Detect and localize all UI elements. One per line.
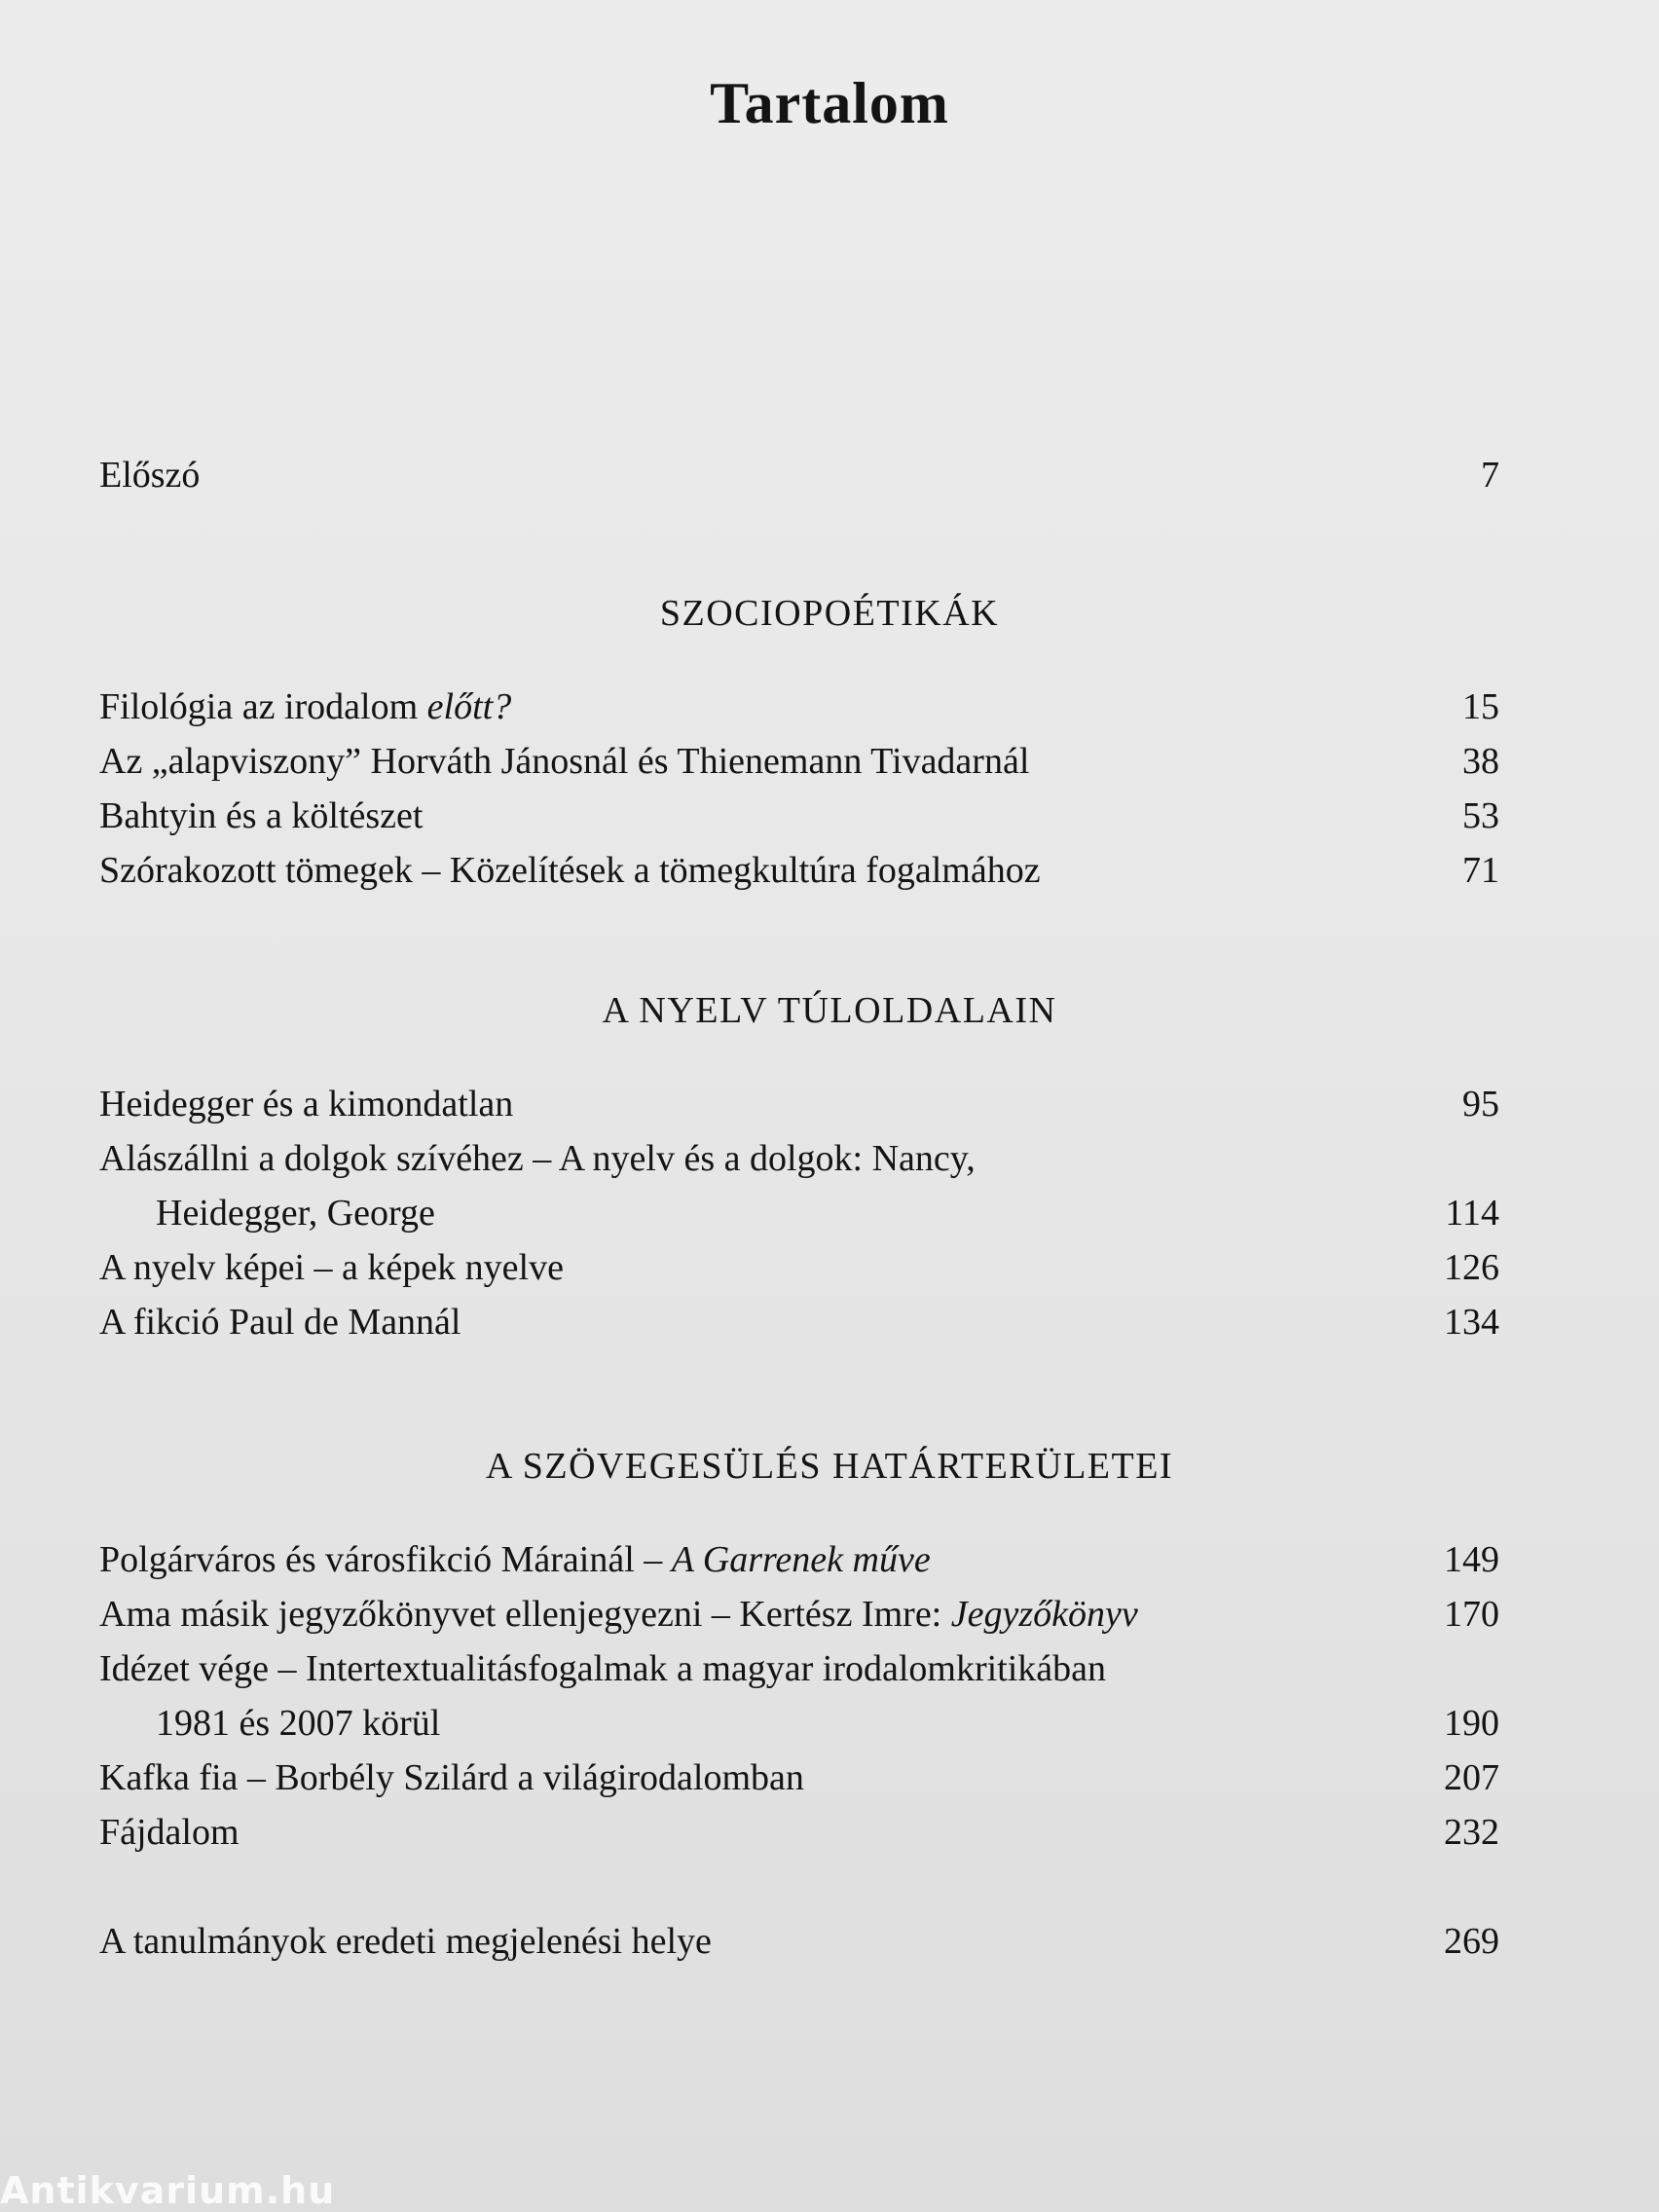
toc-entry-label: A nyelv képei – a képek nyelve: [99, 1247, 564, 1288]
toc-entry: [99, 1813, 1499, 1854]
toc-entry-label: Filológia az irodalom előtt?: [99, 686, 512, 727]
toc-entry-label: Heidegger, George: [156, 1193, 435, 1234]
toc-entry-page: 190: [1444, 1703, 1499, 1744]
toc-entry-page: 232: [1444, 1812, 1499, 1853]
toc-entry-page: 134: [1444, 1302, 1499, 1343]
toc-entry: [99, 796, 1499, 837]
toc-entry-label: Bahtyin és a költészet: [99, 795, 424, 836]
toc-entry-label: Polgárváros és városfikció Márainál – A Garrenek műve: [99, 1539, 931, 1580]
toc-entry-label: Alászállni a dolgok szívéhez – A nyelv és a dolgok: Nancy,: [99, 1138, 976, 1179]
toc-entry-page: 114: [1445, 1193, 1499, 1234]
toc-entry-label: Kafka fia – Borbély Szilárd a világirodalomban: [99, 1757, 804, 1798]
toc-entry-label: A tanulmányok eredeti megjelenési helye: [99, 1921, 712, 1962]
toc-entry-page: 170: [1444, 1594, 1499, 1635]
toc-entry-page: 15: [1462, 686, 1499, 727]
toc-entry-page: 7: [1481, 455, 1499, 496]
page-title: Tartalom: [710, 71, 949, 135]
toc-entry-page: 53: [1462, 795, 1499, 836]
toc-entry: [99, 687, 1499, 728]
toc-entry-label: 1981 és 2007 körül: [156, 1703, 441, 1744]
toc-entry-page: 95: [1462, 1084, 1499, 1124]
toc-entry-page: 207: [1444, 1757, 1499, 1798]
toc-entry: [99, 1540, 1499, 1581]
toc-entry-continuation: [99, 1194, 1499, 1235]
toc-entry-label: Heidegger és a kimondatlan: [99, 1084, 514, 1124]
toc-entry-sources: [99, 1922, 1499, 1963]
toc-entry-page: 38: [1462, 741, 1499, 782]
toc-entry-page: 71: [1462, 850, 1499, 891]
toc-entry-continuation: [99, 1704, 1499, 1745]
toc-entry: [99, 1248, 1499, 1289]
toc-entry-page: 126: [1444, 1247, 1499, 1288]
toc-entry-label: Szórakozott tömegek – Közelítések a tömegkultúra fogalmához: [99, 850, 1041, 891]
toc-entry: [99, 742, 1499, 783]
toc-entry-label: Fájdalom: [99, 1812, 240, 1853]
toc-entry: [99, 1595, 1499, 1636]
toc-entry-page: 149: [1444, 1539, 1499, 1580]
toc-entry-label: Idézet vége – Intertextualitásfogalmak a magyar irodalomkritikában: [99, 1648, 1107, 1689]
section-heading-sociopoetics: SZOCIOPOÉTIKÁK: [659, 593, 1000, 634]
toc-entry-preface: [99, 456, 1499, 497]
toc-entry: [99, 851, 1499, 892]
toc-entry-label: A fikció Paul de Mannál: [99, 1302, 461, 1343]
toc-entry: [99, 1758, 1499, 1799]
toc-entry-label: Ama másik jegyzőkönyvet ellenjegyezni – Kertész Imre: Jegyzőkönyv: [99, 1594, 1138, 1635]
toc-entry: [99, 1139, 1499, 1180]
section-heading-textualization: A SZÖVEGESÜLÉS HATÁRTERÜLETEI: [485, 1446, 1174, 1487]
toc-entry-page: 269: [1444, 1921, 1499, 1962]
toc-entry-label: Előszó: [99, 455, 201, 496]
watermark-logo: Antikvarium.hu: [0, 2169, 336, 2212]
section-heading-language: A NYELV TÚLOLDALAIN: [602, 990, 1057, 1031]
toc-entry: [99, 1649, 1499, 1690]
toc-entry: [99, 1303, 1499, 1344]
toc-entry-label: Az „alapviszony” Horváth Jánosnál és Thienemann Tivadarnál: [99, 741, 1030, 782]
toc-entry: [99, 1085, 1499, 1125]
